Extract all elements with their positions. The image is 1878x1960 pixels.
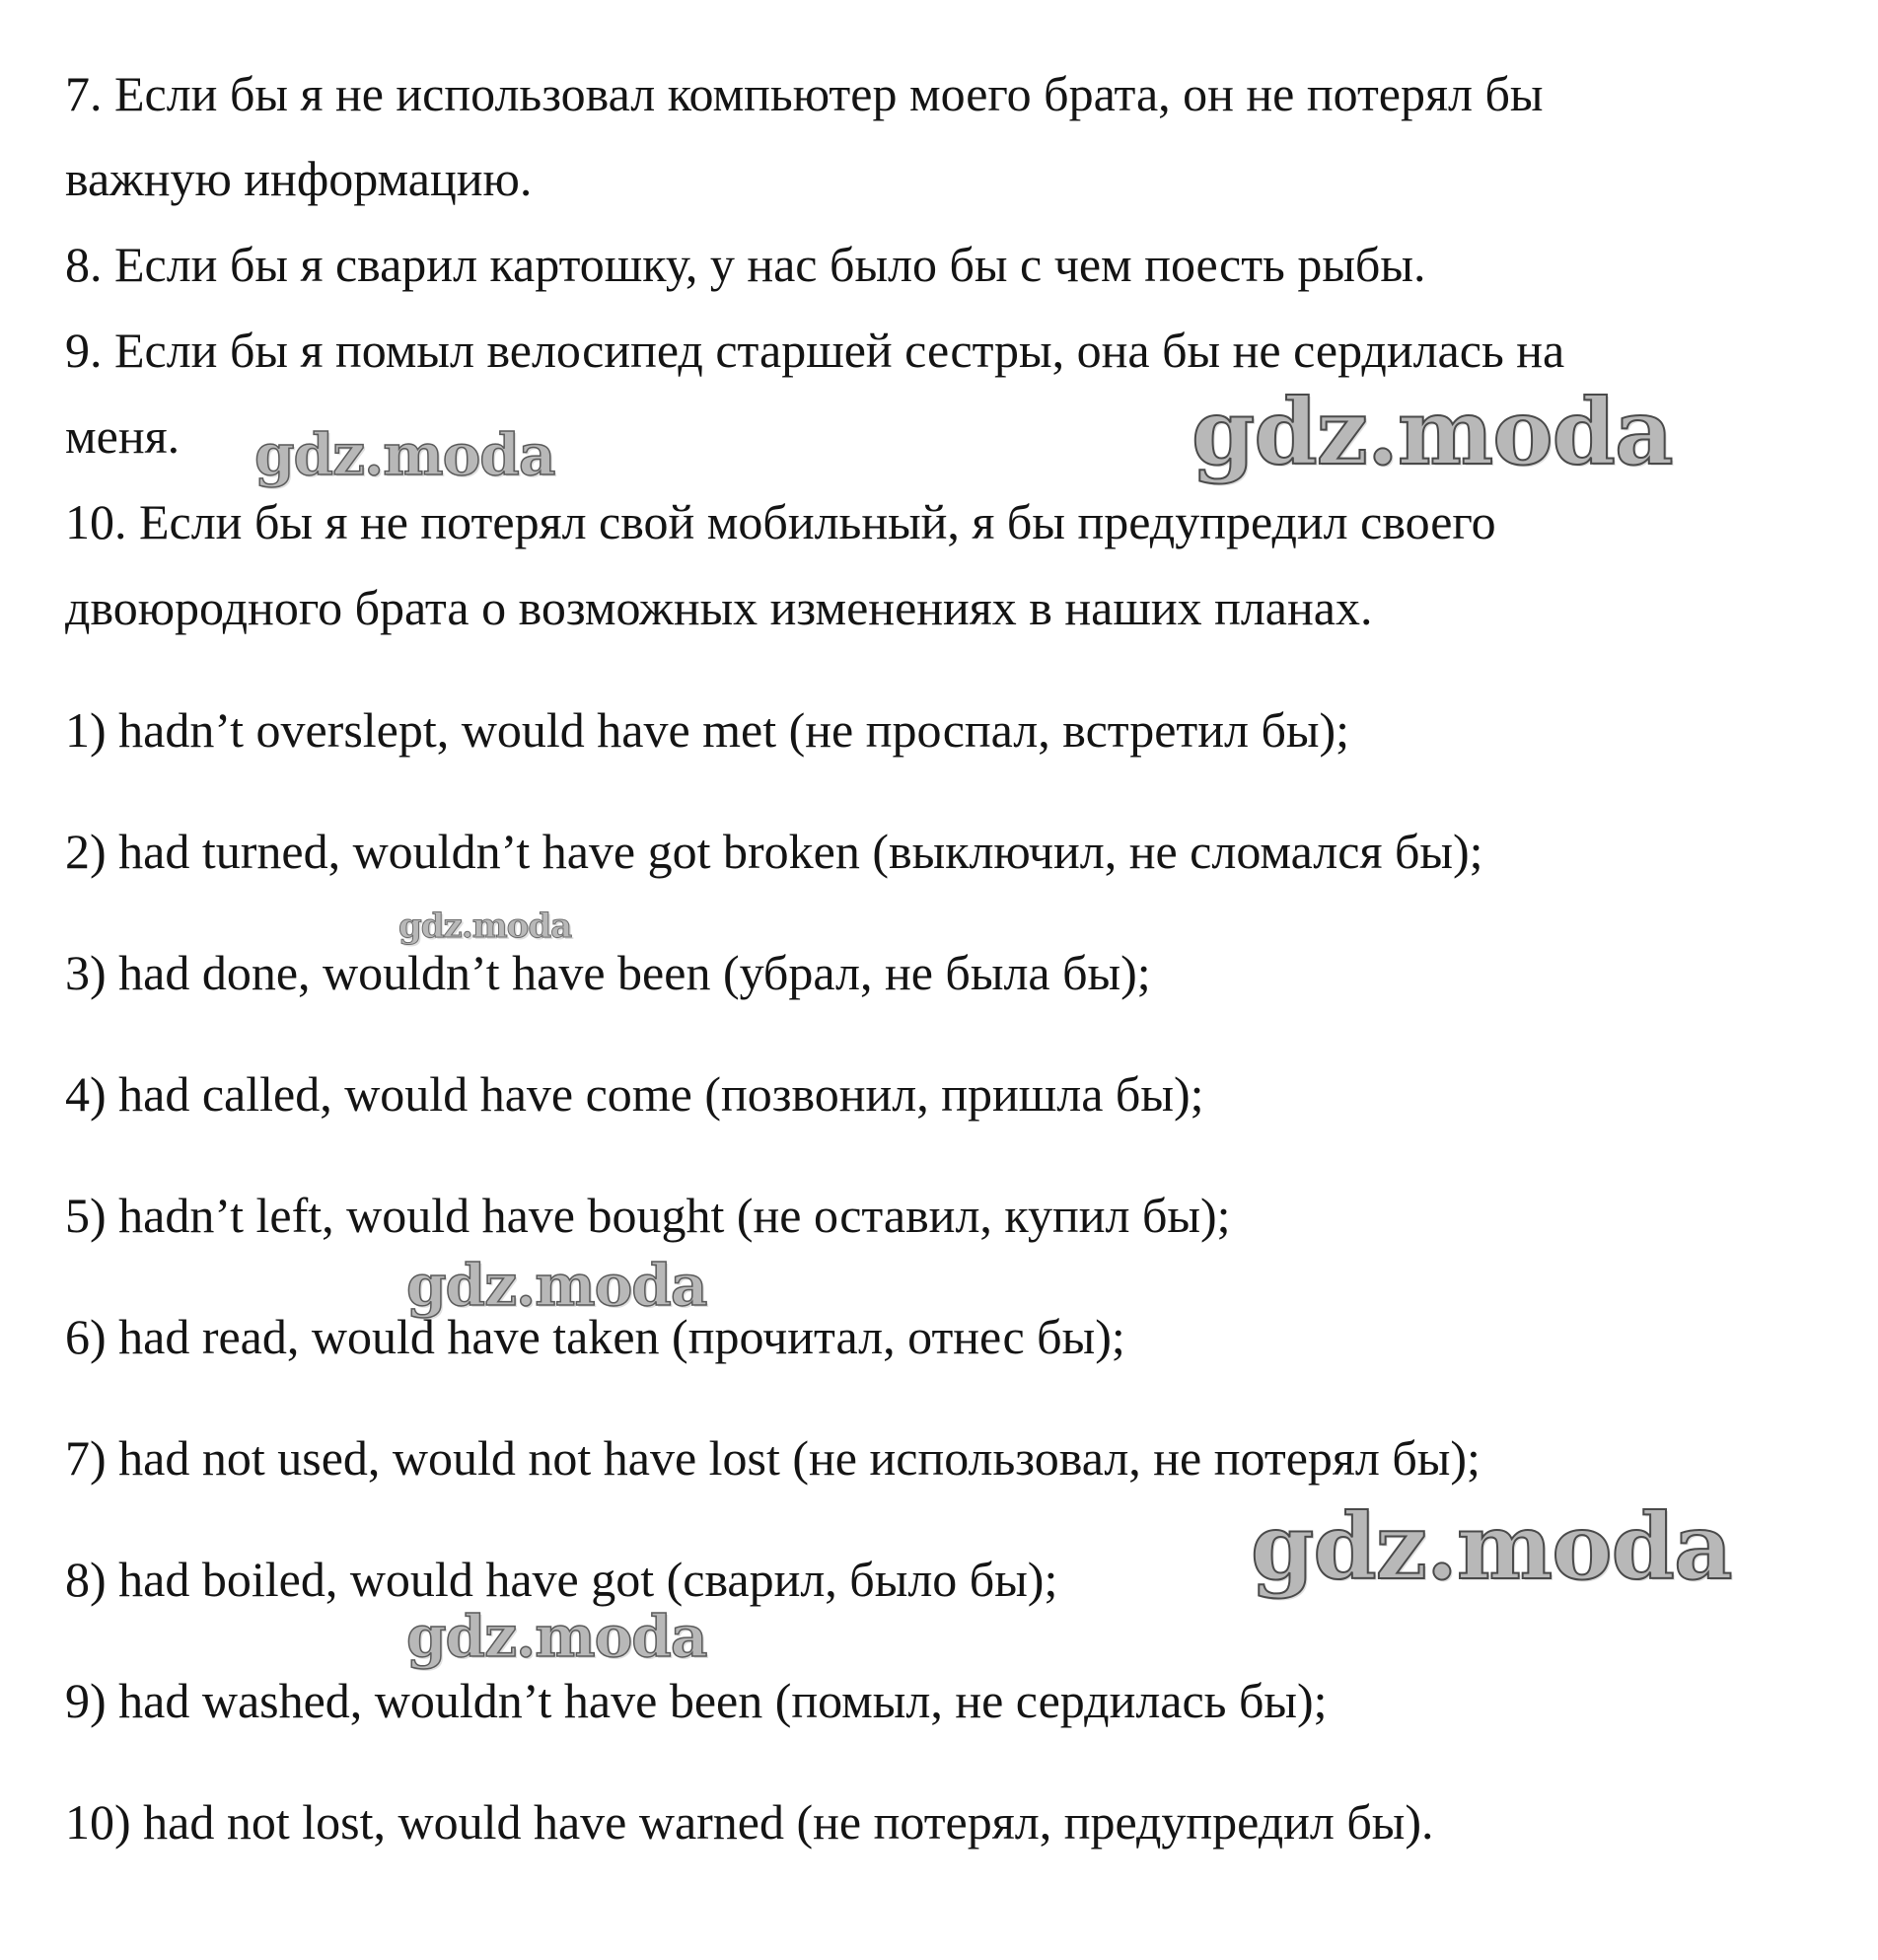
answer-line: 7) had not used, would not have lost (не использовал, не потерял бы);: [65, 1430, 1481, 1486]
translation-line: 9. Если бы я помыл велосипед старшей сестры, она бы не сердилась на: [65, 323, 1565, 378]
answer-line: 2) had turned, wouldn’t have got broken (выключил, не сломался бы);: [65, 824, 1483, 879]
translation-line: важную информацию.: [65, 151, 533, 206]
watermark-logo: gdz.moda: [1251, 1493, 1732, 1600]
watermark-logo: gdz.moda: [406, 1603, 707, 1670]
answer-line: 4) had called, would have come (позвонил, пришла бы);: [65, 1066, 1204, 1122]
answer-line: 9) had washed, wouldn’t have been (помыл, не сердилась бы);: [65, 1673, 1328, 1728]
watermark-logo: gdz.moda: [406, 1252, 707, 1319]
answer-line: 3) had done, wouldn’t have been (убрал, не была бы);: [65, 945, 1151, 1000]
translation-line: меня.: [65, 408, 181, 464]
answer-line: 5) hadn’t left, would have bought (не оставил, купил бы);: [65, 1188, 1231, 1243]
answer-line: 8) had boiled, would have got (сварил, было бы);: [65, 1552, 1058, 1607]
watermark-logo: gdz.moda: [254, 421, 555, 488]
translation-line: 8. Если бы я сварил картошку, у нас было бы с чем поесть рыбы.: [65, 237, 1426, 292]
watermark-logo: gdz.moda: [398, 907, 572, 946]
answer-line: 6) had read, would have taken (прочитал, отнес бы);: [65, 1309, 1125, 1364]
answer-line: 10) had not lost, would have warned (не потерял, предупредил бы).: [65, 1794, 1434, 1850]
translation-line: двоюродного брата о возможных изменениях в наших планах.: [65, 580, 1373, 635]
translation-line: 10. Если бы я не потерял свой мобильный, я бы предупредил своего: [65, 494, 1496, 549]
translation-line: 7. Если бы я не использовал компьютер моего брата, он не потерял бы: [65, 66, 1544, 121]
answer-line: 1) hadn’t overslept, would have met (не проспал, встретил бы);: [65, 702, 1350, 758]
watermark-logo: gdz.moda: [1192, 379, 1673, 485]
